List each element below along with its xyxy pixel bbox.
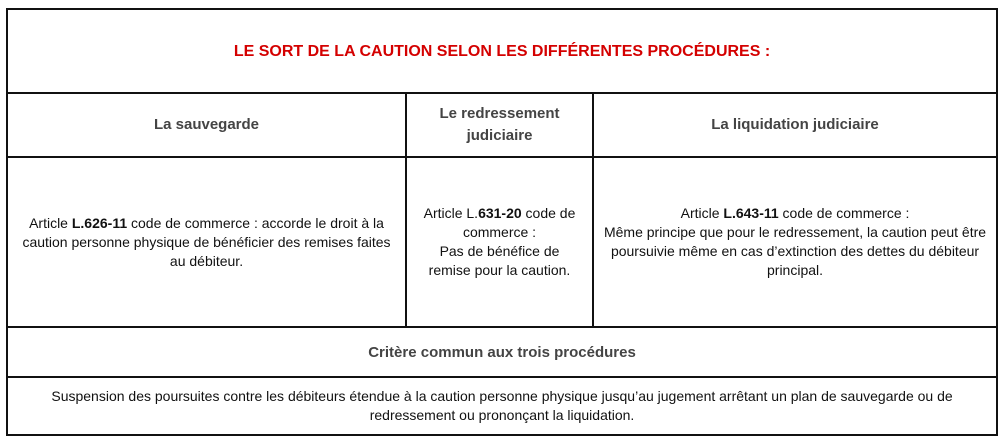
text: code de commerce : accorde le droit à la caution personne physique de bénéficier des remises faites au débiteur. [22, 214, 391, 269]
header-redressement: Le redressement judiciaire [406, 93, 593, 157]
cell-redressement [406, 157, 593, 327]
article-ref: L.626-11 [71, 214, 128, 231]
article-ref: 631-20 [478, 205, 522, 221]
text: Même principe que pour le redressement, la caution peut être poursuivie même en cas d’extinction des dettes du débiteur principal. [603, 224, 987, 278]
text: Article L. [423, 205, 479, 221]
header-sauvegarde: La sauvegarde [7, 93, 406, 157]
cell-liquidation [593, 157, 997, 327]
text: Pas de bénéfice de remise pour la caution. [428, 243, 571, 278]
text: code de commerce : [462, 205, 576, 240]
table-title: LE SORT DE LA CAUTION SELON LES DIFFÉRENTES PROCÉDURES : [7, 9, 997, 93]
text: Article [680, 205, 724, 221]
caution-procedures-table [6, 8, 998, 436]
common-criterion-text: Suspension des poursuites contre les débiteurs étendue à la caution personne physique jusqu’au jugement arrêtant un plan de sauvegarde ou de redressement ou prononçant la liquidation. [7, 377, 997, 435]
text: code de commerce : [778, 205, 910, 221]
header-liquidation: La liquidation judiciaire [593, 93, 997, 157]
text: Article [29, 214, 72, 231]
common-criterion-header: Critère commun aux trois procédures [7, 327, 997, 377]
cell-sauvegarde [7, 157, 406, 327]
article-ref: L.643-11 [723, 205, 779, 221]
